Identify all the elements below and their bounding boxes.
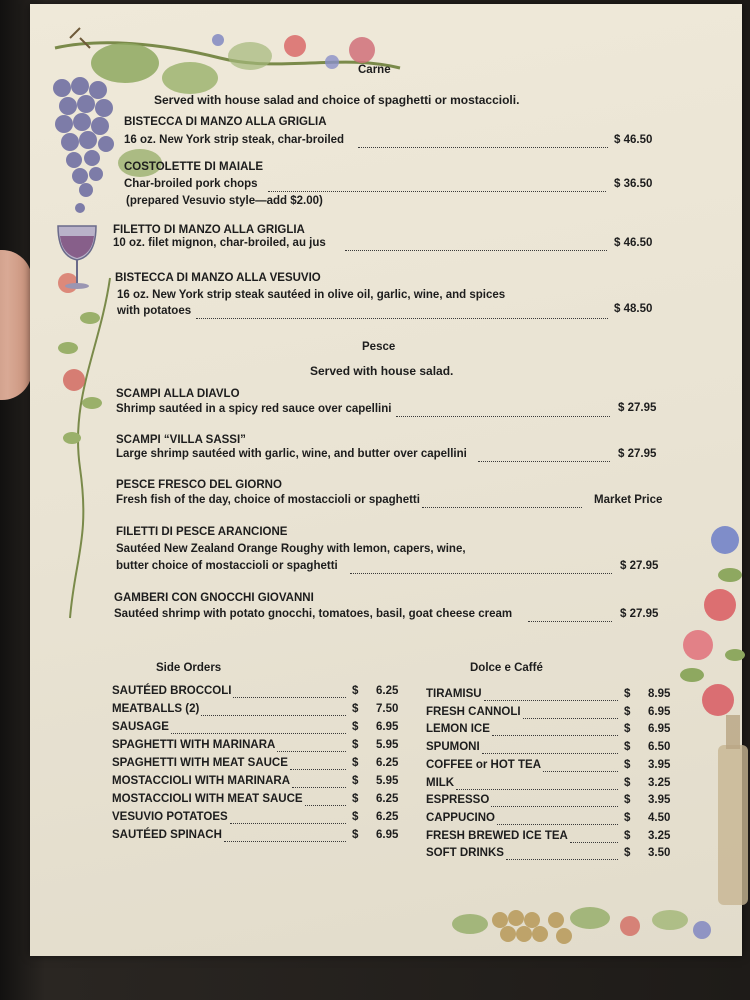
wine-glass-illustration — [52, 218, 102, 298]
currency-symbol: $ — [624, 758, 631, 771]
carne-item-1-desc: 16 oz. New York strip steak, char-broiled — [124, 134, 345, 146]
side-orders-item-price: 5.95 — [376, 775, 399, 787]
carne-item-2-note: (prepared Vesuvio style—add $2.00) — [126, 195, 323, 207]
side-orders-item-price: 6.95 — [376, 829, 399, 841]
carne-item-3-name: FILETTO DI MANZO ALLA GRIGLIA — [113, 224, 305, 236]
pesce-item-5-desc: Sautéed shrimp with potato gnocchi, tomatoes, basil, goat cheese cream — [114, 608, 513, 620]
pesce-heading: Pesce — [362, 341, 396, 353]
side-orders-item-name: SAUSAGE — [112, 721, 169, 733]
pesce-item-4-name: FILETTI DI PESCE ARANCIONE — [116, 526, 288, 538]
currency-symbol: $ — [352, 721, 359, 733]
pesce-item-3-price: Market Price — [594, 494, 663, 506]
leader-dots — [196, 318, 608, 319]
side-orders-item-price: 5.95 — [376, 739, 399, 751]
pesce-item-4-desc2: butter choice of mostaccioli or spaghetti — [116, 560, 338, 572]
pesce-item-2-desc: Large shrimp sautéed with garlic, wine, and butter over capellini — [116, 448, 467, 460]
currency-symbol: $ — [624, 705, 631, 718]
side-orders-item-name: MEATBALLS (2) — [112, 703, 200, 715]
leader-dots — [491, 806, 618, 807]
dolce-item-price: 3.25 — [648, 776, 671, 789]
currency-symbol: $ — [624, 741, 631, 754]
carne-item-4-desc: 16 oz. New York strip steak sautéed in olive oil, garlic, wine, and spices — [117, 289, 506, 301]
dolce-item-name: FRESH BREWED ICE TEA — [426, 829, 568, 842]
currency-symbol: $ — [624, 794, 631, 807]
leader-dots — [224, 841, 346, 842]
pesce-item-1-price: $ 27.95 — [618, 402, 657, 414]
carne-item-2-desc: Char-broiled pork chops — [124, 178, 258, 190]
dolce-item-name: SPUMONI — [426, 741, 480, 754]
currency-symbol: $ — [352, 757, 359, 769]
side-orders-item-name: VESUVIO POTATOES — [112, 811, 228, 823]
pesce-item-4-desc: Sautéed New Zealand Orange Roughy with lemon, capers, wine, — [116, 543, 466, 555]
dolce-item-name: COFFEE or HOT TEA — [426, 758, 541, 771]
pesce-item-2-price: $ 27.95 — [618, 448, 657, 460]
thumb — [0, 250, 32, 400]
side-orders-item-name: MOSTACCIOLI WITH MARINARA — [112, 775, 291, 787]
leader-dots — [201, 715, 346, 716]
leader-dots — [570, 842, 618, 843]
carne-item-1-name: BISTECCA DI MANZO ALLA GRIGLIA — [124, 116, 327, 128]
leader-dots — [171, 733, 346, 734]
currency-symbol: $ — [624, 723, 631, 736]
leader-dots — [497, 824, 618, 825]
currency-symbol: $ — [624, 847, 631, 860]
currency-symbol: $ — [624, 776, 631, 789]
currency-symbol: $ — [352, 793, 359, 805]
leader-dots — [484, 700, 618, 701]
side-orders-item-name: SAUTÉED SPINACH — [112, 829, 222, 841]
currency-symbol: $ — [624, 688, 631, 700]
carne-item-3-price: $ 46.50 — [614, 237, 653, 249]
dolce-item-price: 6.95 — [648, 723, 671, 736]
dolce-heading: Dolce e Caffé — [470, 662, 543, 674]
currency-symbol: $ — [352, 829, 359, 841]
leader-dots — [233, 697, 346, 698]
carne-item-1-price: $ 46.50 — [614, 134, 653, 146]
pesce-item-3-name: PESCE FRESCO DEL GIORNO — [116, 479, 282, 491]
leader-dots — [528, 621, 612, 622]
side-orders-item-price: 6.95 — [376, 721, 399, 733]
dolce-item-name: ESPRESSO — [426, 794, 490, 807]
side-orders-item-price: 6.25 — [376, 685, 399, 697]
leader-dots — [268, 191, 606, 192]
currency-symbol: $ — [352, 811, 359, 823]
leader-dots — [482, 753, 618, 754]
pesce-item-4-price: $ 27.95 — [620, 560, 659, 572]
dolce-item-name: MILK — [426, 776, 455, 789]
dolce-item-price: 4.50 — [648, 811, 671, 824]
pesce-subtitle: Served with house salad. — [310, 364, 454, 378]
leader-dots — [230, 823, 346, 824]
leader-dots — [506, 859, 618, 860]
carne-subtitle: Served with house salad and choice of spaghetti or mostaccioli. — [154, 93, 520, 107]
leader-dots — [456, 789, 618, 790]
leader-dots — [350, 573, 612, 574]
dolce-item-price: 3.50 — [648, 847, 671, 860]
dolce-item-name: SOFT DRINKS — [426, 847, 504, 860]
carne-item-4-desc2: with potatoes — [117, 305, 192, 317]
side-orders-item-name: MOSTACCIOLI WITH MEAT SAUCE — [112, 793, 303, 805]
currency-symbol: $ — [624, 811, 631, 824]
leader-dots — [478, 461, 610, 462]
leader-dots — [422, 507, 582, 508]
leader-dots — [305, 805, 346, 806]
side-orders-item-price: 6.25 — [376, 793, 399, 805]
dolce-item-price: 3.25 — [648, 829, 671, 842]
pesce-item-2-name: SCAMPI “VILLA SASSI” — [116, 434, 246, 446]
currency-symbol: $ — [352, 685, 359, 697]
currency-symbol: $ — [352, 775, 359, 787]
leader-dots — [277, 751, 346, 752]
pesce-item-5-name: GAMBERI CON GNOCCHI GIOVANNI — [114, 592, 314, 604]
leader-dots — [290, 769, 346, 770]
side-orders-item-price: 7.50 — [376, 703, 399, 715]
dolce-item-name: FRESH CANNOLI — [426, 705, 521, 718]
currency-symbol: $ — [352, 703, 359, 715]
dolce-item-name: CAPPUCINO — [426, 811, 496, 824]
leader-dots — [523, 718, 618, 719]
currency-symbol: $ — [352, 739, 359, 751]
side-orders-item-name: SPAGHETTI WITH MEAT SAUCE — [112, 757, 288, 769]
currency-symbol: $ — [624, 829, 631, 842]
leader-dots — [396, 416, 610, 417]
side-orders-heading: Side Orders — [156, 662, 222, 674]
pesce-item-1-name: SCAMPI ALLA DIAVLO — [116, 388, 240, 400]
carne-heading: Carne — [358, 64, 391, 76]
carne-item-2-price: $ 36.50 — [614, 178, 653, 190]
side-orders-item-price: 6.25 — [376, 757, 399, 769]
carne-item-4-price: $ 48.50 — [614, 303, 653, 315]
side-orders-item-price: 6.25 — [376, 811, 399, 823]
carne-item-3-desc: 10 oz. filet mignon, char-broiled, au jus — [113, 237, 326, 249]
leader-dots — [492, 735, 618, 736]
pesce-item-3-desc: Fresh fish of the day, choice of mostaccioli or spaghetti — [116, 494, 420, 506]
leader-dots — [543, 771, 618, 772]
dolce-item-name: LEMON ICE — [426, 723, 490, 736]
dolce-item-price: 6.50 — [648, 741, 671, 754]
dolce-item-price: 3.95 — [648, 794, 671, 807]
pesce-item-5-price: $ 27.95 — [620, 608, 659, 620]
dolce-item-price: 3.95 — [648, 758, 671, 771]
side-orders-item-name: SAUTÉED BROCCOLI — [112, 685, 232, 697]
pesce-item-1-desc: Shrimp sautéed in a spicy red sauce over capellini — [116, 403, 392, 415]
leader-dots — [345, 250, 607, 251]
carne-item-2-name: COSTOLETTE DI MAIALE — [124, 161, 264, 173]
side-orders-item-name: SPAGHETTI WITH MARINARA — [112, 739, 276, 751]
dolce-item-name: TIRAMISU — [426, 688, 482, 700]
dolce-item-price: 6.95 — [648, 705, 671, 718]
leader-dots — [292, 787, 346, 788]
carne-item-4-name: BISTECCA DI MANZO ALLA VESUVIO — [115, 272, 321, 284]
dolce-item-price: 8.95 — [648, 688, 671, 700]
grape-cluster-illustration — [440, 890, 740, 956]
flower-bouquet-illustration — [680, 515, 750, 935]
leader-dots — [358, 147, 608, 148]
